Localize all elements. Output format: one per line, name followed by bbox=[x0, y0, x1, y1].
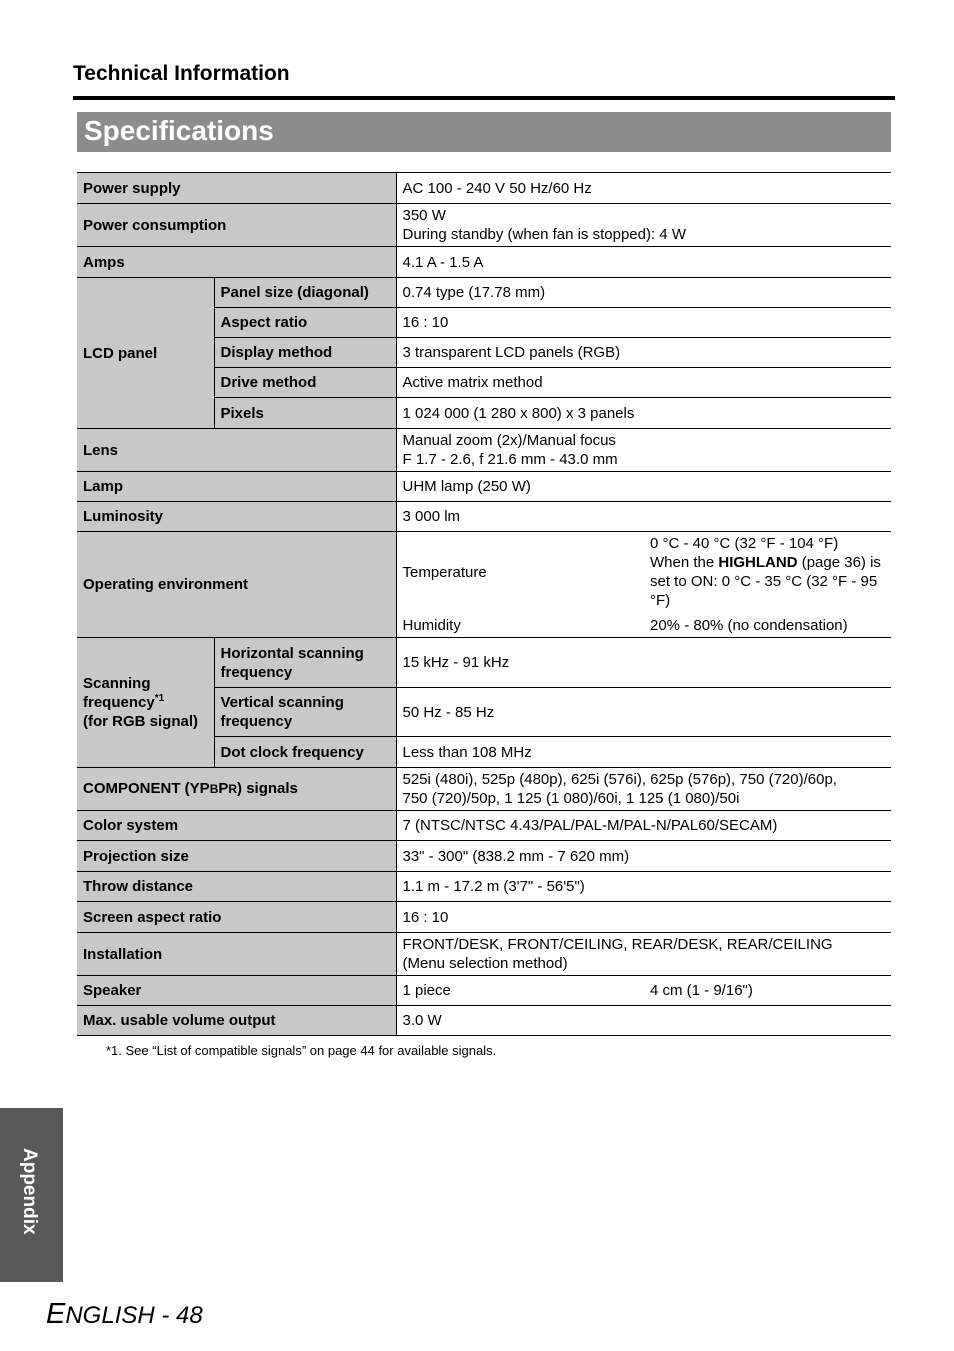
table-row bbox=[77, 638, 891, 688]
row-value bbox=[396, 204, 891, 247]
table-row bbox=[77, 872, 891, 902]
table-row bbox=[77, 532, 891, 614]
row-value: 50 Hz - 85 Hz bbox=[396, 688, 891, 737]
row-label: Luminosity bbox=[77, 502, 396, 532]
group-label: LCD panel bbox=[77, 278, 214, 429]
table-row bbox=[77, 902, 891, 933]
row-value: 0.74 type (17.78 mm) bbox=[396, 278, 891, 308]
row-label: Operating environment bbox=[77, 532, 396, 638]
row-value bbox=[644, 532, 891, 614]
table-row bbox=[77, 429, 891, 472]
value-line: When the bbox=[650, 553, 719, 571]
label-line: Scanning bbox=[83, 675, 151, 692]
value-line: (page 36) is set to ON: 0 °C - 35 °C (32 °F - 95 °F) bbox=[650, 553, 881, 609]
table-row bbox=[77, 1006, 891, 1036]
footnote: *1. See “List of compatible signals” on page 44 for available signals. bbox=[106, 1043, 497, 1058]
label-text: ) signals bbox=[237, 780, 298, 797]
row-label: Max. usable volume output bbox=[77, 1006, 396, 1036]
table-row bbox=[77, 204, 891, 247]
row-label: Speaker bbox=[77, 976, 396, 1006]
row-value: 3 000 lm bbox=[396, 502, 891, 532]
page-number bbox=[46, 1298, 203, 1331]
row-sublabel: Temperature bbox=[396, 532, 644, 614]
label-text: frequency bbox=[83, 694, 155, 711]
row-value: 4.1 A - 1.5 A bbox=[396, 247, 891, 278]
label-text: COMPONENT (YP bbox=[83, 780, 210, 797]
row-label: Throw distance bbox=[77, 872, 396, 902]
table-row bbox=[77, 933, 891, 976]
row-value: Less than 108 MHz bbox=[396, 737, 891, 768]
row-label bbox=[77, 768, 396, 811]
table-row bbox=[77, 502, 891, 532]
row-sublabel: Humidity bbox=[396, 614, 644, 638]
row-value: 3 transparent LCD panels (RGB) bbox=[396, 338, 891, 368]
value-line: (Menu selection method) bbox=[402, 955, 568, 972]
row-value: 20% - 80% (no condensation) bbox=[644, 614, 891, 638]
row-value: 3.0 W bbox=[396, 1006, 891, 1036]
appendix-tab-label: Appendix bbox=[19, 1148, 40, 1235]
value-line: Manual zoom (2x)/Manual focus bbox=[402, 432, 616, 449]
value-line: 525i (480i), 525p (480p), 625i (576i), 625p (576p), 750 (720)/60p, bbox=[402, 771, 837, 788]
row-value: 16 : 10 bbox=[396, 902, 891, 933]
section-title: Technical Information bbox=[73, 62, 290, 85]
row-label: Aspect ratio bbox=[214, 308, 396, 338]
row-label: Screen aspect ratio bbox=[77, 902, 396, 933]
row-value: 7 (NTSC/NTSC 4.43/PAL/PAL-M/PAL-N/PAL60/SECAM) bbox=[396, 811, 891, 841]
value-line: F 1.7 - 2.6, f 21.6 mm - 43.0 mm bbox=[402, 451, 618, 468]
row-label: Drive method bbox=[214, 368, 396, 398]
row-value: 4 cm (1 - 9/16") bbox=[644, 976, 891, 1006]
row-label: Lamp bbox=[77, 472, 396, 502]
row-value: 15 kHz - 91 kHz bbox=[396, 638, 891, 688]
label-text: B bbox=[209, 782, 219, 796]
row-label: Lens bbox=[77, 429, 396, 472]
header-rule bbox=[73, 96, 895, 100]
row-value: 1 piece bbox=[396, 976, 644, 1006]
table-row bbox=[77, 811, 891, 841]
row-label: Panel size (diagonal) bbox=[214, 278, 396, 308]
group-label bbox=[77, 638, 214, 768]
label-text: P bbox=[218, 780, 229, 797]
label-line: (for RGB signal) bbox=[83, 713, 198, 730]
row-value: 16 : 10 bbox=[396, 308, 891, 338]
row-label: Pixels bbox=[214, 398, 396, 429]
row-value: 1 024 000 (1 280 x 800) x 3 panels bbox=[396, 398, 891, 429]
label-text: R bbox=[228, 782, 238, 796]
footnote-marker: *1 bbox=[154, 693, 165, 704]
row-value bbox=[396, 429, 891, 472]
value-line: 0 °C - 40 °C (32 °F - 104 °F) bbox=[650, 534, 839, 552]
page-number-initial: E bbox=[46, 1298, 66, 1330]
row-label: Power consumption bbox=[77, 204, 396, 247]
row-value bbox=[396, 933, 891, 976]
row-value: UHM lamp (250 W) bbox=[396, 472, 891, 502]
page-title: Specifications bbox=[77, 112, 891, 152]
table-row bbox=[77, 768, 891, 811]
specifications-table bbox=[77, 172, 891, 1036]
row-label: Projection size bbox=[77, 841, 396, 872]
row-label: Vertical scanning frequency bbox=[214, 688, 396, 737]
row-label: Horizontal scanning frequency bbox=[214, 638, 396, 688]
row-label: Display method bbox=[214, 338, 396, 368]
table-row bbox=[77, 841, 891, 872]
page-number-rest: NGLISH - 48 bbox=[65, 1302, 203, 1329]
value-line: During standby (when fan is stopped): 4 W bbox=[402, 226, 686, 243]
row-value: Active matrix method bbox=[396, 368, 891, 398]
table-row bbox=[77, 472, 891, 502]
row-value bbox=[396, 768, 891, 811]
row-label: Power supply bbox=[77, 173, 396, 204]
value-line: 750 (720)/50p, 1 125 (1 080)/60i, 1 125 (1 080)/50i bbox=[402, 790, 740, 807]
value-line: 350 W bbox=[402, 207, 446, 224]
row-label: Color system bbox=[77, 811, 396, 841]
highland-keyword: HIGHLAND bbox=[718, 553, 798, 571]
row-value: 33" - 300" (838.2 mm - 7 620 mm) bbox=[396, 841, 891, 872]
row-label: Amps bbox=[77, 247, 396, 278]
table-row bbox=[77, 173, 891, 204]
row-value: AC 100 - 240 V 50 Hz/60 Hz bbox=[396, 173, 891, 204]
row-label: Installation bbox=[77, 933, 396, 976]
value-line: FRONT/DESK, FRONT/CEILING, REAR/DESK, REAR/CEILING bbox=[402, 936, 833, 953]
row-label: Dot clock frequency bbox=[214, 737, 396, 768]
table-row bbox=[77, 278, 891, 308]
table-row bbox=[77, 976, 891, 1006]
row-value: 1.1 m - 17.2 m (3'7" - 56'5") bbox=[396, 872, 891, 902]
label-line bbox=[83, 693, 208, 712]
table-row bbox=[77, 247, 891, 278]
